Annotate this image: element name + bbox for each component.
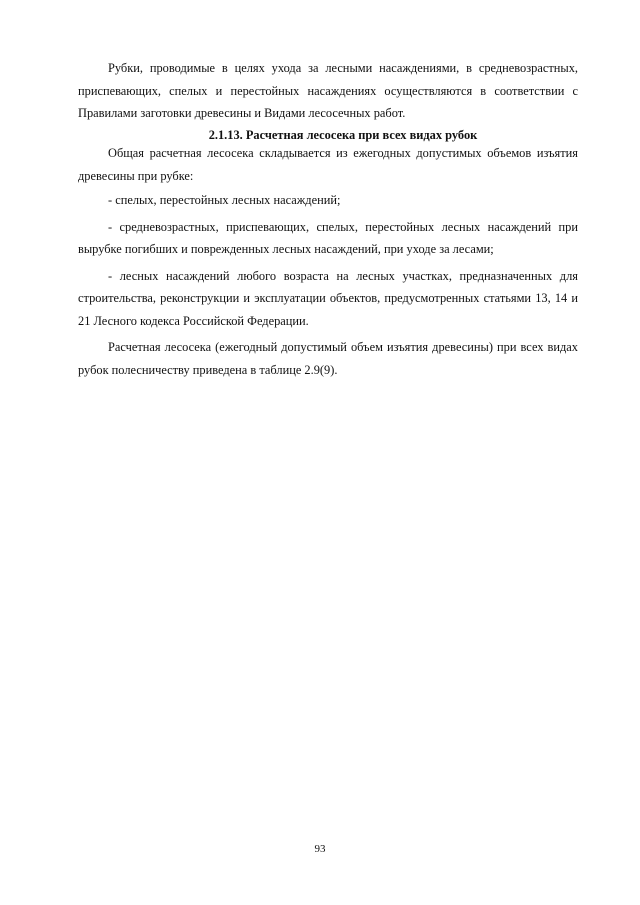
body-text-block	[78, 142, 578, 381]
body-paragraph-1: Общая расчетная лесосека складывается из ежегодных допустимых объемов изъятия древесины при рубке:	[78, 146, 578, 183]
body-paragraph-2: - спелых, перестойных лесных насаждений;	[108, 193, 341, 207]
section-heading: 2.1.13. Расчетная лесосека при всех видах рубок	[208, 128, 478, 142]
body-paragraph-4: - лесных насаждений любого возраста на лесных участках, предназначенных для строительства, реконструкции и эксплуатации объектов, предусмотренных статьями 13, 14 и 21 Лесного кодекса Российской Федерации.	[78, 268, 578, 328]
section-heading-block	[78, 127, 578, 143]
intro-text-block	[78, 57, 578, 125]
body-paragraph-3: - средневозрастных, приспевающих, спелых, перестойных лесных насаждений при вырубке погибших и поврежденных лесных насаждений, при уходе за лесами;	[78, 219, 578, 256]
intro-paragraph: Рубки, проводимые в целях ухода за лесными насаждениями, в средневозрастных, приспевающих, спелых и перестойных насаждениях осуществляются в соответствии с Правилами заготовки древесины и Видами лесосечных работ.	[78, 61, 578, 120]
body-paragraph-5: Расчетная лесосека (ежегодный допустимый объем изъятия древесины) при всех видах рубок полесничеству приведена в таблице 2.9(9).	[78, 340, 578, 377]
page-number: 93	[314, 843, 326, 855]
